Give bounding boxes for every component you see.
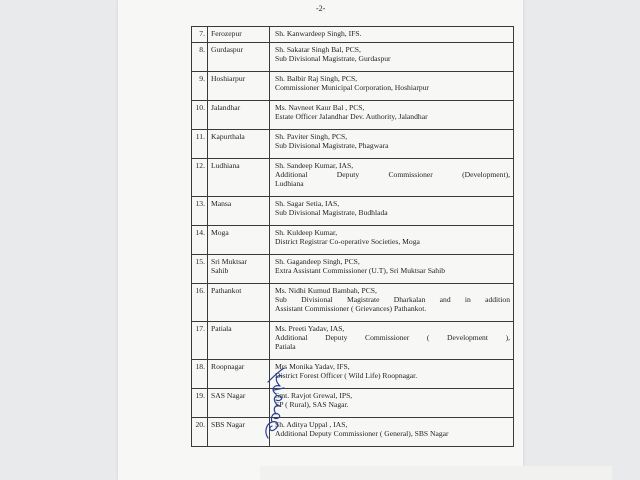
officer-line: Sub Divisional Magistrate, Phagwara [275,141,389,150]
serial-number: 12. [192,159,208,197]
table-row [192,255,514,284]
table-row [192,130,514,159]
district-name: Jalandhar [208,101,270,130]
table-row [192,226,514,255]
serial-number: 15. [192,255,208,284]
table-row [192,72,514,101]
officer-line: Sub Divisional Magistrate Dharkalan and in addition [275,295,510,304]
signature [260,360,288,442]
officer-line: Additional Deputy Commissioner ( Development ), [275,333,510,342]
document-page [118,0,523,480]
officer-line: Sub Divisional Magistrate, Budhlada [275,208,388,217]
officer-details [270,159,514,197]
district-name: Sri Muktsar Sahib [208,255,270,284]
district-name: Gurdaspur [208,43,270,72]
officer-details [270,101,514,130]
district-name: Ferozepur [208,27,270,43]
officers-table [191,26,514,447]
officer-line: Sh. Sagar Setia, IAS, [275,199,340,208]
officer-line: Sh. Sandeep Kumar, IAS, [275,161,354,170]
serial-number: 8. [192,43,208,72]
officer-line: Ms. Nidhi Kumud Bambah, PCS, [275,286,377,295]
officer-line: Smt. Ravjot Grewal, IPS, [275,391,353,400]
officer-details [270,360,514,389]
officer-details [270,322,514,360]
table-row [192,322,514,360]
officer-line: Additional Deputy Commissioner (Development), [275,170,510,179]
district-name: Pathankot [208,284,270,322]
district-name: Mansa [208,197,270,226]
officer-line: Sh. Balbir Raj Singh, PCS, [275,74,358,83]
officer-line: Sh. Aditya Uppal , IAS, [275,420,348,429]
officer-line: Assistant Commissioner ( Grievances) Pathankot. [275,304,427,313]
district-name: Kapurthala [208,130,270,159]
serial-number: 18. [192,360,208,389]
serial-number: 16. [192,284,208,322]
officer-details [270,284,514,322]
serial-number: 9. [192,72,208,101]
serial-number: 20. [192,418,208,447]
officer-line: Additional Deputy Commissioner ( General), SBS Nagar [275,429,449,438]
officer-line: SP ( Rural), SAS Nagar. [275,400,349,409]
district-name: Roopnagar [208,360,270,389]
district-name: Moga [208,226,270,255]
officer-line: Sh. Sakatar Singh Bal, PCS, [275,45,361,54]
officer-line: Mrs Monika Yadav, IFS, [275,362,350,371]
table-row [192,197,514,226]
serial-number: 13. [192,197,208,226]
officer-details [270,197,514,226]
officer-line: Sub Divisional Magistrate, Gurdaspur [275,54,391,63]
table-row [192,418,514,447]
officer-line: Sh. Kuldeep Kumar, [275,228,338,237]
table-row [192,389,514,418]
serial-number: 10. [192,101,208,130]
table-row [192,27,514,43]
officer-details [270,72,514,101]
serial-number: 11. [192,130,208,159]
district-name: SAS Nagar [208,389,270,418]
officer-line: Estate Officer Jalandhar Dev. Authority, Jalandhar [275,112,428,121]
officer-line: Extra Assistant Commissioner (U.T), Sri Muktsar Sahib [275,266,446,275]
officer-line: Patiala [275,342,296,351]
officer-line: Commissioner Municipal Corporation, Hoshiarpur [275,83,429,92]
officer-details [270,255,514,284]
officer-details [270,418,514,447]
district-name: Hoshiarpur [208,72,270,101]
district-name: Patiala [208,322,270,360]
table-row [192,159,514,197]
officer-details [270,43,514,72]
officers-table-body [192,27,514,447]
page-number: -2- [316,4,326,13]
district-name: SBS Nagar [208,418,270,447]
table-row [192,284,514,322]
officer-line: Sh. Kanwardeep Singh, IFS. [275,29,362,38]
officer-details [270,226,514,255]
table-row [192,360,514,389]
officer-line: District Registrar Co-operative Societies, Moga [275,237,420,246]
table-row [192,101,514,130]
serial-number: 7. [192,27,208,43]
table-row [192,43,514,72]
officer-details [270,389,514,418]
officer-line: Sh. Paviter Singh, PCS, [275,132,348,141]
serial-number: 14. [192,226,208,255]
serial-number: 17. [192,322,208,360]
page-footer [260,466,612,480]
officer-details [270,130,514,159]
officer-details [270,27,514,43]
officer-line: Ms. Navneet Kaur Bal , PCS, [275,103,365,112]
officer-line: District Forest Officer ( Wild Life) Roopnagar. [275,371,418,380]
officer-line: Ludhiana [275,179,304,188]
officer-line: Ms. Preeti Yadav, IAS, [275,324,345,333]
district-name: Ludhiana [208,159,270,197]
serial-number: 19. [192,389,208,418]
officer-line: Sh. Gagandeep Singh, PCS, [275,257,360,266]
